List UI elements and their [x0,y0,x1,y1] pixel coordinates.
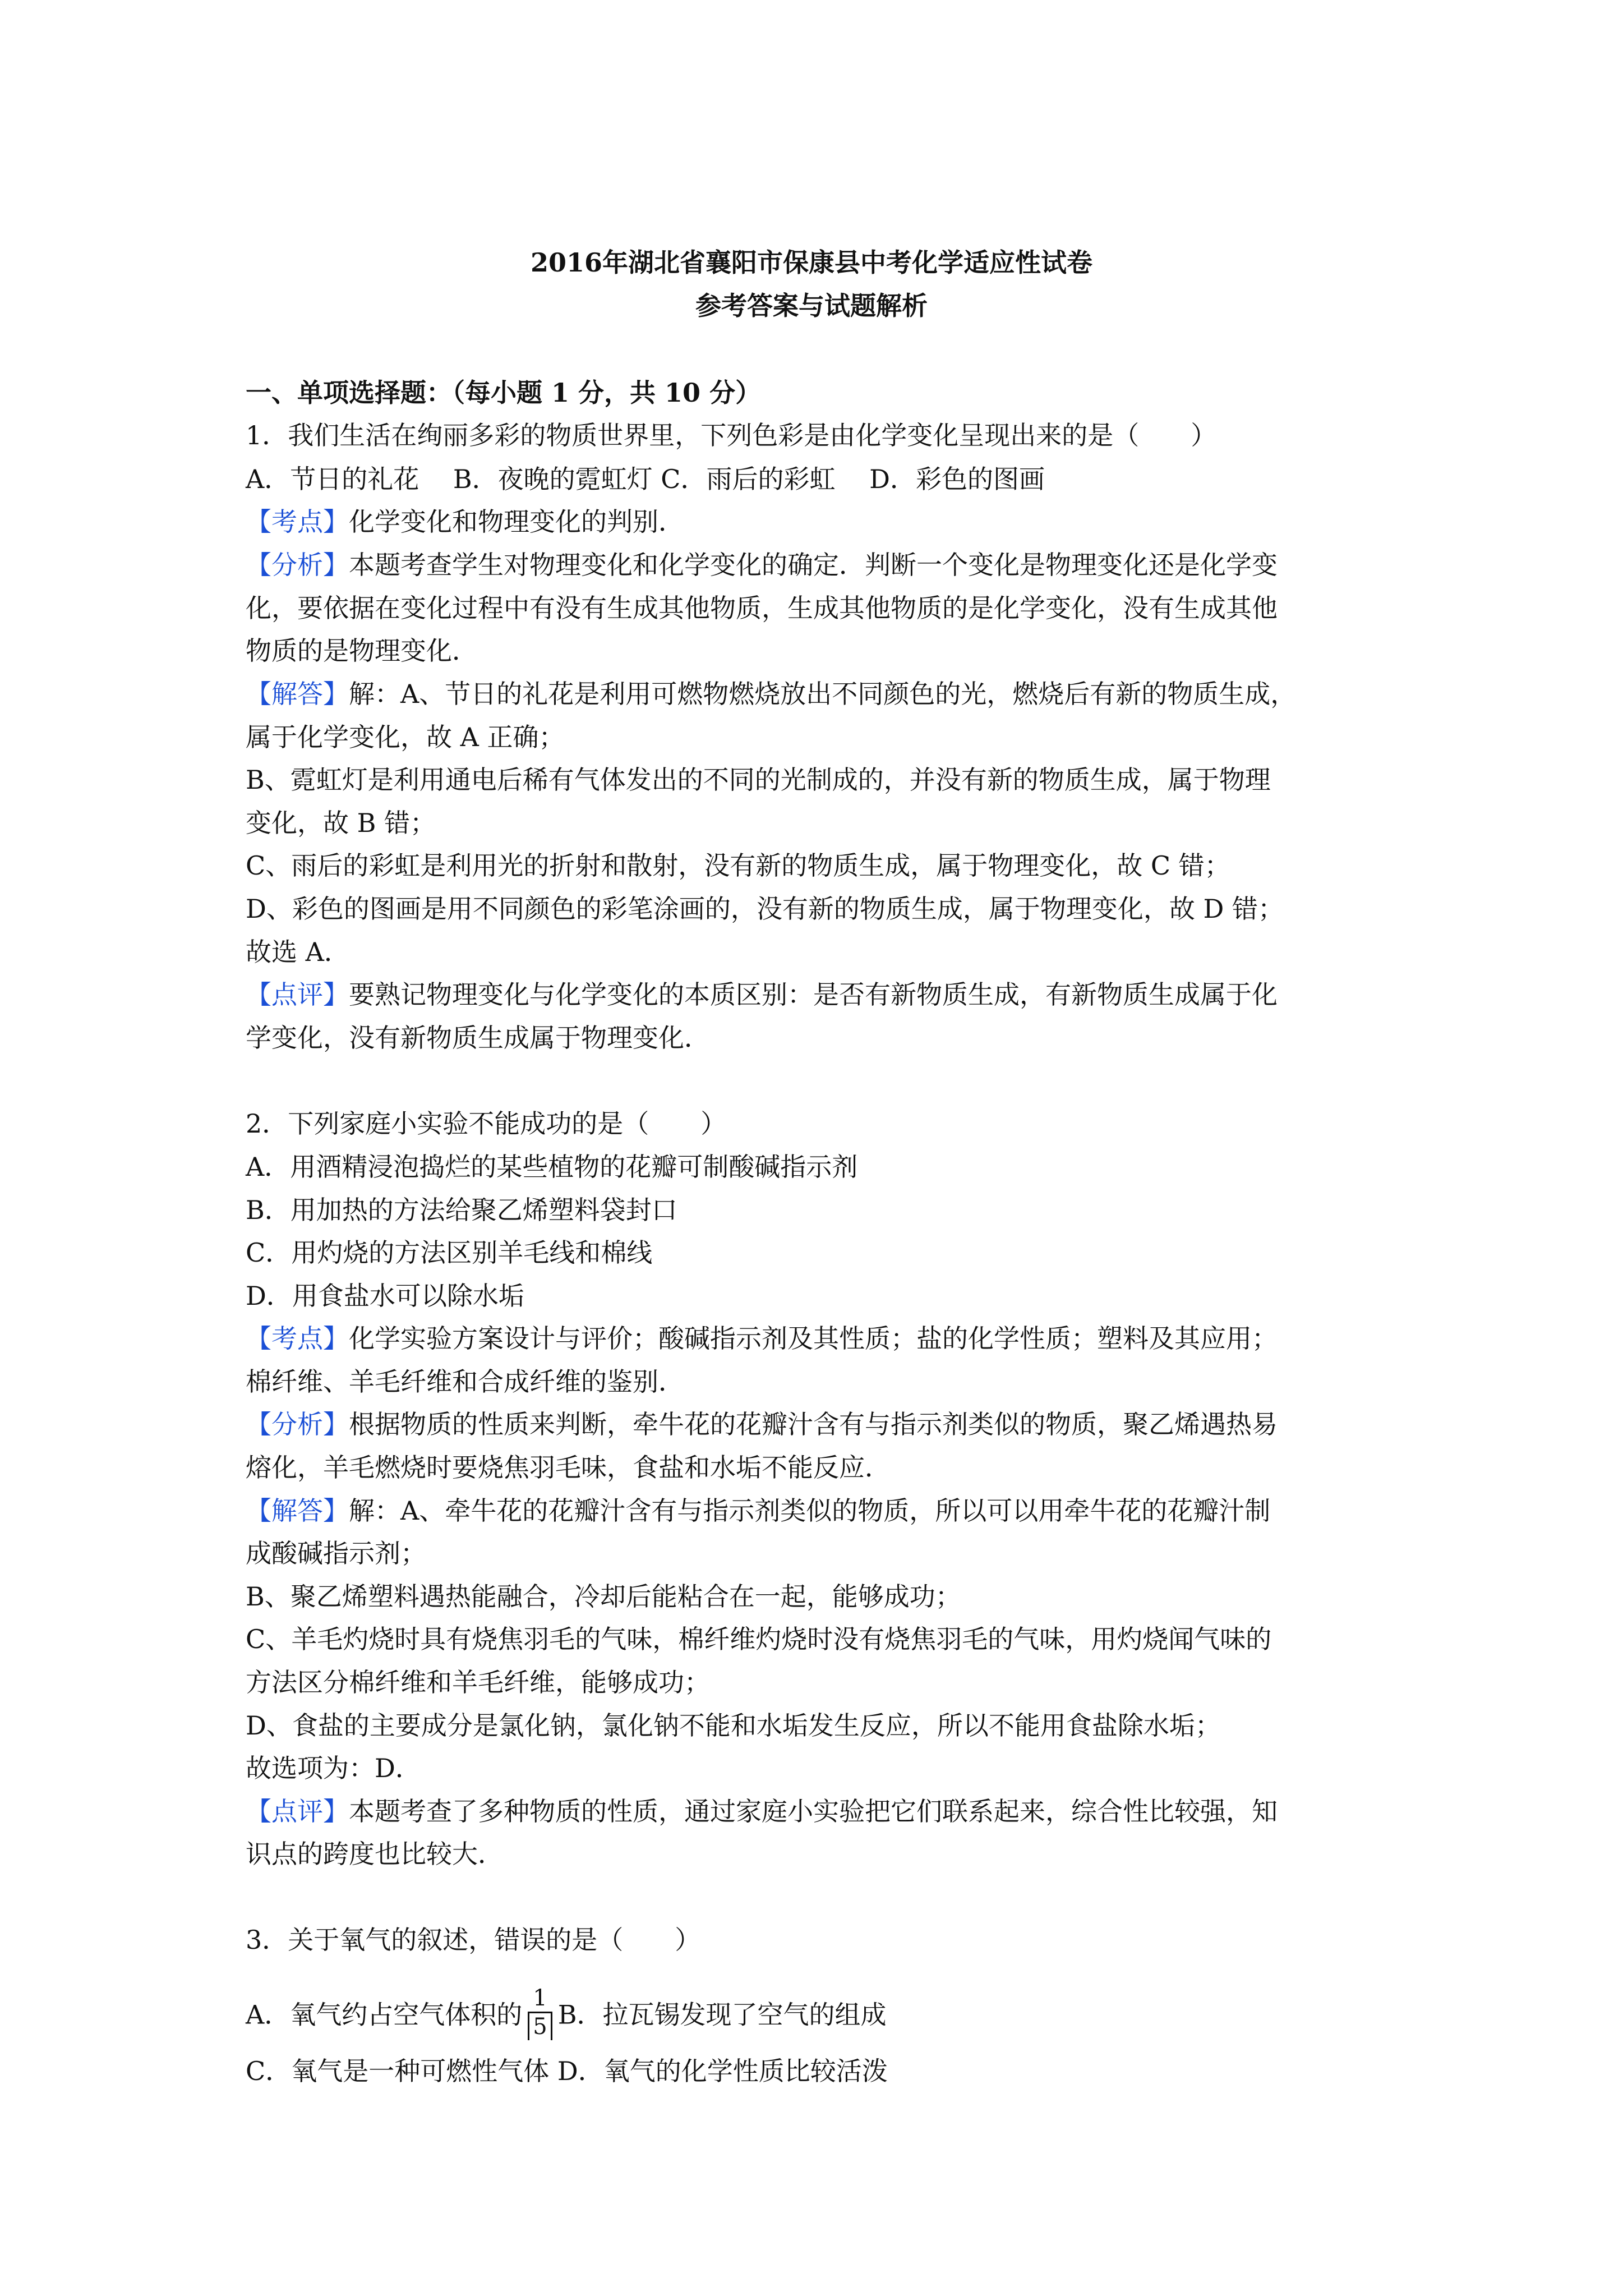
section-heading: 一、单项选择题：（每小题 1 分，共 10 分） [246,378,762,408]
q3-option-b: B．拉瓦锡发现了空气的组成 [557,1999,887,2030]
q1-kaodian-text: 化学变化和物理变化的判别． [349,507,684,537]
q2-fenxi [246,1407,1390,1442]
q2-jieda-line3: B、聚乙烯塑料遇热能融合，冷却后能粘合在一起，能够成功； [246,1581,961,1612]
q1-fenxi-text: 本题考查学生对物理变化和化学变化的确定．判断一个变化是物理变化还是化学变 [349,550,1278,580]
q2-option-d: D．用食盐水可以除水垢 [246,1281,524,1311]
q1-jieda-line7: 故选 A． [246,937,350,967]
q1-fenxi [246,547,1390,582]
q1-jieda-text: 解：A、节日的礼花是利用可燃物燃烧放出不同颜色的光，燃烧后有新的物质生成， [349,679,1297,709]
q1-jieda-line4: 变化，故 B 错； [246,808,436,838]
q2-fenxi-line2: 熔化，羊毛燃烧时要烧焦羽毛味，食盐和水垢不能反应． [246,1452,891,1483]
q3-stem: 3．关于氧气的叙述，错误的是（ ） [246,1925,701,1955]
q1-dianping-text: 要熟记物理变化与化学变化的本质区别：是否有新物质生成，有新物质生成属于化 [349,979,1278,1010]
q1-fenxi-line3: 物质的是物理变化． [246,636,478,666]
dianping-tag: 【点评】 [246,979,349,1010]
q3-options-ab [246,1985,1390,2045]
q1-jieda-line2: 属于化学变化，故 A 正确； [246,722,565,752]
q1-dianping [246,977,1390,1012]
doc-subtitle: 参考答案与试题解析 [695,291,928,321]
q2-option-c: C．用灼烧的方法区别羊毛线和棉线 [246,1237,653,1268]
q2-option-a: A．用酒精浸泡捣烂的某些植物的花瓣可制酸碱指示剂 [246,1152,858,1182]
fenxi-tag: 【分析】 [246,550,349,580]
q1-jieda-line5: C、雨后的彩虹是利用光的折射和散射，没有新的物质生成，属于物理变化，故 C 错； [246,850,1230,881]
q2-dianping-line2: 识点的跨度也比较大． [246,1839,504,1869]
q2-jieda-line4: C、羊毛灼烧时具有烧焦羽毛的气味，棉纤维灼烧时没有烧焦羽毛的气味，用灼烧闻气味的 [246,1624,1272,1654]
q1-fenxi-line2: 化，要依据在变化过程中有没有生成其他物质，生成其他物质的是化学变化，没有生成其他 [246,593,1278,623]
fraction-one-fifth [528,1985,552,2040]
q2-dianping-text: 本题考查了多种物质的性质，通过家庭小实验把它们联系起来，综合性比较强，知 [349,1796,1278,1826]
q1-jieda-line3: B、霓虹灯是利用通电后稀有气体发出的不同的光制成的，并没有新的物质生成，属于物理 [246,765,1271,795]
q1-dianping-line2: 学变化，没有新物质生成属于物理变化． [246,1023,710,1053]
q2-jieda-text: 解：A、牵牛花的花瓣汁含有与指示剂类似的物质，所以可以用牵牛花的花瓣汁制 [349,1496,1271,1526]
doc-title: 2016年湖北省襄阳市保康县中考化学适应性试卷 [530,247,1093,278]
fraction-denominator: 5 [528,2013,552,2040]
q1-stem: 1．我们生活在绚丽多彩的物质世界里，下列色彩是由化学变化呈现出来的是（ ） [246,420,1217,450]
q2-kaodian-line2: 棉纤维、羊毛纤维和合成纤维的鉴别． [246,1366,684,1397]
q2-option-b: B．用加热的方法给聚乙烯塑料袋封口 [246,1195,677,1225]
q2-jieda [246,1493,1390,1528]
q2-jieda-line7: 故选项为：D． [246,1753,421,1783]
kaodian-tag: 【考点】 [246,507,349,537]
q2-stem: 2．下列家庭小实验不能成功的是（ ） [246,1108,727,1139]
fenxi-tag: 【分析】 [246,1409,349,1439]
q2-jieda-line5: 方法区分棉纤维和羊毛纤维，能够成功； [246,1667,710,1697]
q1-jieda-line6: D、彩色的图画是用不同颜色的彩笔涂画的，没有新的物质生成，属于物理变化，故 D 错； [246,894,1284,924]
q2-dianping [246,1794,1390,1829]
q2-kaodian [246,1321,1390,1356]
fraction-numerator: 1 [528,1985,552,2013]
q1-options: A．节日的礼花 B．夜晚的霓虹灯 C．雨后的彩虹 D．彩色的图画 [246,464,1045,494]
q1-kaodian [246,504,1390,539]
q2-jieda-line6: D、食盐的主要成分是氯化钠，氯化钠不能和水垢发生反应，所以不能用食盐除水垢； [246,1710,1221,1741]
q3-option-a: A．氧气约占空气体积的 [246,1999,523,2030]
jieda-tag: 【解答】 [246,1496,349,1526]
jieda-tag: 【解答】 [246,679,349,709]
q1-jieda [246,677,1390,711]
q2-jieda-line2: 成酸碱指示剂； [246,1538,426,1568]
dianping-tag: 【点评】 [246,1796,349,1826]
q2-kaodian-text: 化学实验方案设计与评价；酸碱指示剂及其性质；盐的化学性质；塑料及其应用； [349,1323,1278,1354]
q2-fenxi-text: 根据物质的性质来判断，牵牛花的花瓣汁含有与指示剂类似的物质，聚乙烯遇热易 [349,1409,1278,1439]
kaodian-tag: 【考点】 [246,1323,349,1354]
q3-options-cd: C．氧气是一种可燃性气体 D．氧气的化学性质比较活泼 [246,2056,888,2086]
